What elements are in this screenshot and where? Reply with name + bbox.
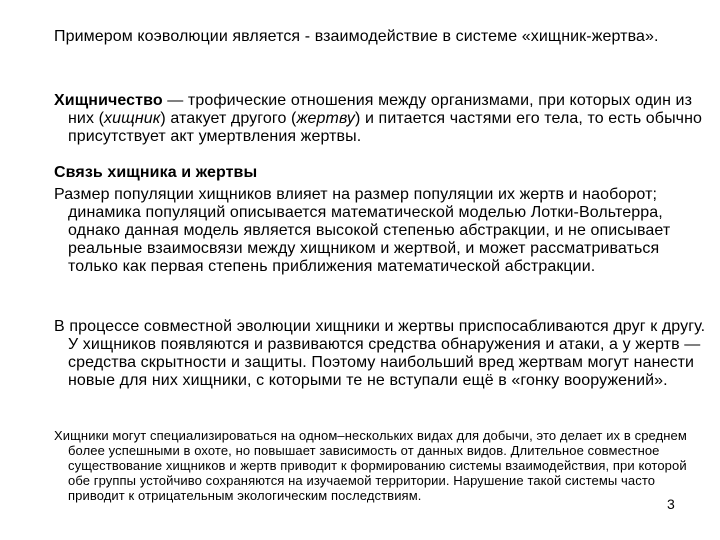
prey-word: жертву [296,110,355,127]
specialization-text: Хищники могут специализироваться на одном–нескольких видах для добычи, это делает их в среднем более успешными в охоте, но повышает зависимость от данных видов. Длительное совместное существование хищников и жертв приводит к формированию системы взаимодействия, при которой обе группы устойчиво сохраняются на изучаемой территории. Нарушение такой системы часто приводит к отрицательным экологическим последствиям. [54,428,687,503]
predation-text-1: — трофические отношения между организмами, при которых один из них ( [68,92,693,127]
coevolution-text: В процессе совместной эволюции хищники и жертвы приспосабливаются друг к другу. У хищников появляются и развиваются средства обнаружения и атаки, а у жертв — средства скрытности и защиты. Поэтому наибольший вред жертвам могут нанести новые для них хищники, с которыми те не вступали ещё в «гонку вооружений». [54,318,706,389]
coevolution-paragraph [54,318,708,390]
section-heading [54,164,708,182]
predation-text-2: ) атакует другого ( [160,110,297,127]
population-text: Размер популяции хищников влияет на размер популяции их жертв и наоборот; динамика популяций описывается математической моделью Лотки-Вольтерра, однако данная модель является высокой степенью абстракции, и не описывает реальные взаимосвязи между хищником и жертвой, и может рассматриваться только как первая степень приближения математической абстракции. [54,186,671,275]
intro-text: Примером коэволюции является - взаимодействие в системе «хищник-жертва». [54,28,659,45]
population-paragraph [54,186,708,276]
section-heading-text: Связь хищника и жертвы [54,164,258,181]
predation-definition [54,92,708,146]
specialization-paragraph [54,428,688,503]
predation-term: Хищничество [54,92,163,109]
predator-word: хищник [104,110,161,127]
page-number: 3 [667,496,675,512]
intro-paragraph [54,28,708,46]
predation-text-3: ) и питается частями его тела, то есть обычно присутствует акт умертвления жертвы. [68,110,703,145]
